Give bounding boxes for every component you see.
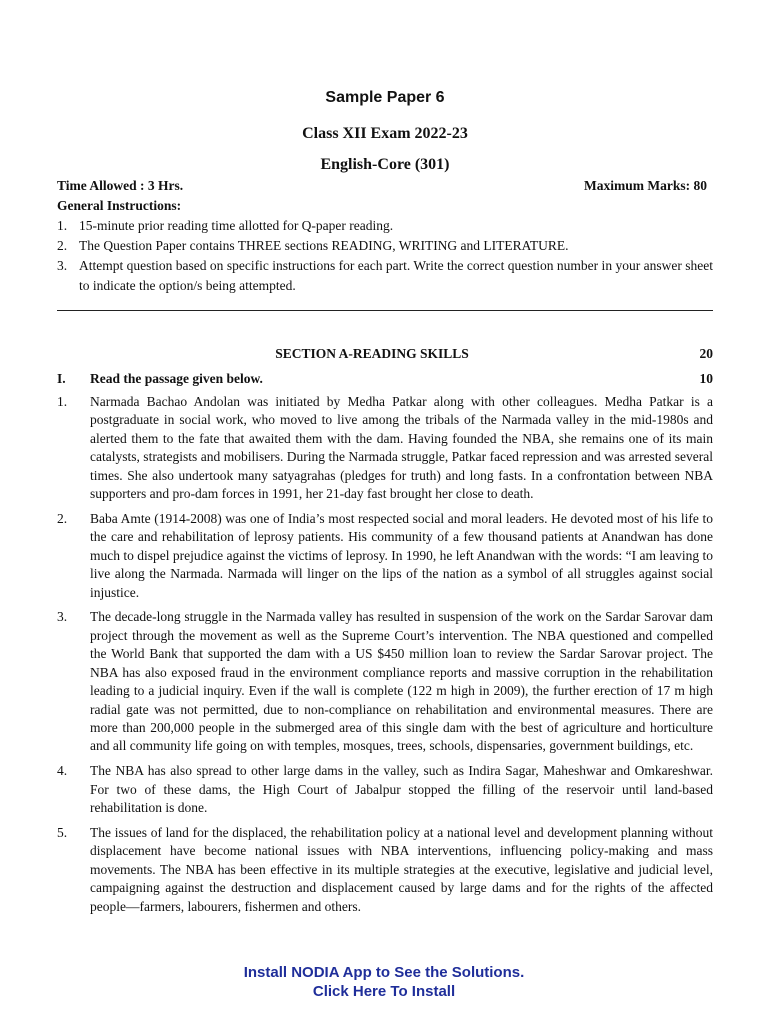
- paragraph-text: The decade-long struggle in the Narmada valley has resulted in suspension of the work on the Sardar Sarovar dam project through the movement as well as the Supreme Court’s intervention. The NBA questioned and compelled the World Bank that supported the dam with a US $450 million loan to review the Sardar Sarovar project. The NBA has also exposed fraud in the environment compliance reports and massive corruption in the rehabilitation leading to a judicial inquiry. Even if the wall is complete (122 m high in 2009), the further erection of 17 m high radial gate was not permitted, due to non-compliance on rehabilitation and environmental measures. There are more than 200,000 people in the submerged area of this single dam with the best of agriculture and horticulture and all community life going on with temples, mosques, trees, schools, dispensaries, government buildings, etc.: [90, 609, 713, 754]
- passage-paragraph: [57, 510, 713, 602]
- paper-title: Sample Paper 6: [325, 89, 445, 106]
- subject-title: English-Core (301): [320, 156, 450, 173]
- time-allowed: Time Allowed : 3 Hrs.: [57, 178, 184, 193]
- instruction-number: 2.: [57, 238, 68, 253]
- passage-paragraph: [57, 393, 713, 503]
- instruction-number: 3.: [57, 258, 68, 273]
- question-text: Read the passage given below.: [90, 371, 263, 386]
- section-name: SECTION A-READING SKILLS: [275, 346, 469, 361]
- install-app-message[interactable]: Install NODIA App to See the Solutions.: [243, 964, 525, 981]
- exam-meta-row: [57, 177, 713, 195]
- paragraph-text: Baba Amte (1914-2008) was one of India’s most respected social and moral leaders. He devoted most of his life to the care and rehabilitation of leprosy patients. His community of a few thousand patients at Anandwan has done much to dispel prejudice against the victims of leprosy. In 1990, he left Anandwan with the words: “I am leaving to live along the Narmada. Narmada will linger on the lips of the nation as a symbol of all struggles against social injustice.: [90, 510, 713, 600]
- paragraph-number: 2.: [57, 510, 68, 526]
- paragraph-number: 4.: [57, 763, 68, 779]
- instruction-text: Attempt question based on specific instructions for each part. Write the correct question number in your answer sheet to indicate the option/s being attempted.: [79, 258, 713, 293]
- paragraph-text: The NBA has also spread to other large dams in the valley, such as Indira Sagar, Maheshwar and Omkareshwar. For two of these dams, the High Court of Jabalpur stopped the filling of the reservoir until land-based rehabilitation is done.: [90, 763, 713, 816]
- passage-paragraph: [57, 608, 713, 755]
- general-instructions-label: General Instructions:: [57, 198, 182, 213]
- instruction-text: The Question Paper contains THREE sections READING, WRITING and LITERATURE.: [79, 238, 569, 253]
- instruction-item: [57, 216, 713, 236]
- paragraph-number: 1.: [57, 394, 68, 409]
- paragraph-number: 3.: [57, 609, 68, 625]
- instruction-number: 1.: [57, 218, 68, 233]
- paragraph-text: Narmada Bachao Andolan was initiated by Medha Patkar along with other colleagues. Medha Patkar is a postgraduate in social work, who moved to live among the tribals of the Narmada valley in the mid-1980s and alerted them to the fate that awaited them with the dam. Having founded the NBA, she remains one of its main catalysts, strategists and mobilisers. During the Narmada struggle, Patkar faced repression and was arrested several times. She also undertook many satyagrahas (pledges for truth) and long fasts. In a confrontation between NBA supporters and pro-dam forces in 1991, her 21-day fast brought her close to death.: [90, 394, 713, 502]
- install-app-banner[interactable]: [0, 963, 768, 1001]
- maximum-marks: Maximum Marks: 80: [584, 178, 707, 193]
- passage: [57, 393, 713, 922]
- question-marks: 10: [699, 371, 713, 386]
- paragraph-number: 5.: [57, 824, 68, 840]
- install-app-link[interactable]: Click Here To Install: [312, 983, 456, 1000]
- instruction-item: [57, 236, 713, 256]
- paragraph-text: The issues of land for the displaced, the rehabilitation policy at a national level and development planning without displacement have become national issues with NBA interventions, influencing policy-making and mass movements. The NBA has been effective in its multiple strategies at the executive, legislative and judicial level, campaigning against the destruction and displacement caused by large dams and for the rights of the affected people—farmers, labourers, fishermen and others.: [90, 824, 713, 914]
- instruction-item: [57, 256, 713, 296]
- horizontal-divider: [57, 310, 713, 311]
- section-marks: 20: [699, 346, 713, 361]
- passage-paragraph: [57, 762, 713, 817]
- instruction-text: 15-minute prior reading time allotted for Q-paper reading.: [79, 218, 394, 233]
- instructions-list: [57, 216, 713, 296]
- question-number: I.: [57, 371, 66, 386]
- passage-paragraph: [57, 824, 713, 916]
- exam-title: Class XII Exam 2022-23: [302, 125, 468, 142]
